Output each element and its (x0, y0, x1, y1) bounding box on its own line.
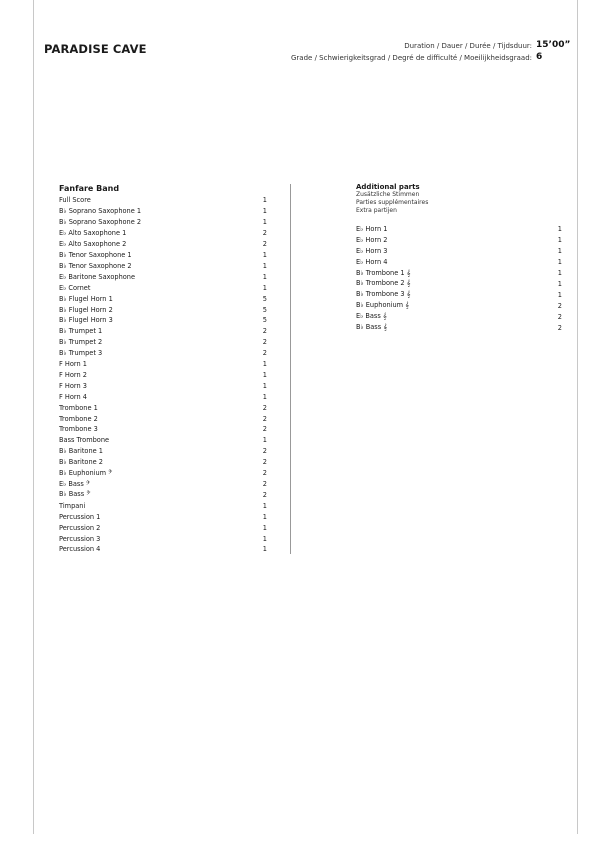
part-row (59, 206, 267, 217)
page-title: PARADISE CAVE (44, 42, 147, 56)
part-name: B♭ Tenor Saxophone 1 (59, 250, 132, 259)
part-row (59, 544, 267, 555)
page-border-right (577, 0, 578, 834)
part-row (356, 279, 562, 290)
part-name: B♭ Trombone 2 𝄞 (356, 279, 411, 288)
part-quantity: 2 (557, 301, 562, 310)
column-divider (290, 184, 291, 554)
part-name: Trombone 2 (59, 414, 98, 423)
part-quantity: 1 (557, 269, 562, 278)
part-row (59, 479, 267, 490)
part-name: E♭ Horn 2 (356, 236, 388, 245)
part-quantity: 1 (262, 207, 267, 216)
part-row (356, 224, 562, 235)
part-row (59, 260, 267, 271)
part-quantity: 1 (557, 236, 562, 245)
part-row (59, 468, 267, 479)
part-name: Trombone 1 (59, 403, 98, 412)
part-row (356, 311, 562, 322)
part-name: Percussion 1 (59, 512, 101, 521)
additional-parts-list (356, 224, 562, 333)
part-quantity: 1 (262, 196, 267, 205)
fanfare-parts-list (59, 195, 267, 555)
part-quantity: 2 (557, 323, 562, 332)
part-quantity: 5 (262, 294, 267, 303)
part-quantity: 2 (262, 349, 267, 358)
part-row (59, 228, 267, 239)
part-quantity: 2 (262, 469, 267, 478)
part-name: B♭ Trombone 1 𝄞 (356, 268, 411, 277)
part-row (59, 500, 267, 511)
part-quantity: 1 (262, 392, 267, 401)
part-quantity: 1 (557, 290, 562, 299)
part-name: B♭ Trumpet 1 (59, 327, 103, 336)
part-quantity: 1 (262, 261, 267, 270)
part-name: B♭ Bass 𝄢 (59, 490, 91, 499)
part-quantity: 1 (262, 218, 267, 227)
part-quantity: 5 (262, 316, 267, 325)
part-name: Percussion 4 (59, 545, 101, 554)
part-name: B♭ Bass 𝄞 (356, 323, 388, 332)
duration-label: Duration / Dauer / Durée / Tijdsduur: (404, 42, 532, 50)
part-row (59, 304, 267, 315)
part-row (59, 217, 267, 228)
grade-row (266, 52, 566, 64)
part-row (59, 293, 267, 304)
part-row (356, 289, 562, 300)
score-metadata (266, 40, 571, 64)
part-name: B♭ Flugel Horn 1 (59, 294, 113, 303)
part-row (59, 315, 267, 326)
part-quantity: 1 (262, 250, 267, 259)
part-quantity: 1 (557, 247, 562, 256)
page-border-left (33, 0, 34, 834)
part-row (59, 489, 267, 500)
subtitle-french: Parties supplémentaires (356, 199, 429, 206)
part-name: E♭ Bass 𝄢 (59, 479, 91, 488)
part-row (59, 402, 267, 413)
part-quantity: 2 (262, 490, 267, 499)
part-row (59, 195, 267, 206)
part-name: E♭ Horn 1 (356, 225, 388, 234)
part-name: B♭ Soprano Saxophone 1 (59, 207, 142, 216)
part-quantity: 2 (262, 480, 267, 489)
part-row (59, 271, 267, 282)
part-quantity: 2 (262, 229, 267, 238)
part-name: E♭ Baritone Saxophone (59, 272, 136, 281)
part-name: B♭ Euphonium 𝄞 (356, 301, 410, 310)
part-name: Trombone 3 (59, 425, 98, 434)
part-name: B♭ Trumpet 3 (59, 349, 103, 358)
part-row (356, 322, 562, 333)
part-quantity: 1 (262, 360, 267, 369)
part-row (59, 370, 267, 381)
part-quantity: 1 (262, 501, 267, 510)
part-row (59, 348, 267, 359)
grade-value: 6 (536, 52, 543, 62)
part-quantity: 1 (557, 258, 562, 267)
part-name: Percussion 2 (59, 523, 101, 532)
part-row (356, 300, 562, 311)
part-name: F Horn 1 (59, 360, 87, 369)
part-name: B♭ Euphonium 𝄢 (59, 468, 113, 477)
part-name: Percussion 3 (59, 534, 101, 543)
duration-value: 15’00” (536, 40, 571, 50)
duration-row (266, 40, 571, 52)
part-name: E♭ Alto Saxophone 2 (59, 240, 127, 249)
part-quantity: 1 (262, 523, 267, 532)
part-quantity: 2 (262, 240, 267, 249)
part-name: B♭ Baritone 2 (59, 458, 103, 467)
fanfare-band-section (59, 183, 267, 555)
part-row (59, 337, 267, 348)
part-name: F Horn 2 (59, 370, 87, 379)
subtitle-german: Zusätzliche Stimmen (356, 191, 420, 198)
part-row (59, 511, 267, 522)
part-row (59, 522, 267, 533)
part-quantity: 2 (262, 403, 267, 412)
part-quantity: 1 (262, 534, 267, 543)
part-quantity: 1 (262, 381, 267, 390)
part-name: B♭ Soprano Saxophone 2 (59, 218, 142, 227)
additional-parts-section (356, 183, 562, 333)
part-quantity: 2 (262, 447, 267, 456)
part-quantity: 2 (262, 414, 267, 423)
part-row (356, 257, 562, 268)
part-name: Timpani (59, 501, 86, 510)
part-row (59, 457, 267, 468)
part-row (59, 446, 267, 457)
part-name: B♭ Flugel Horn 3 (59, 316, 113, 325)
part-quantity: 1 (262, 272, 267, 281)
part-row (59, 239, 267, 250)
part-name: Bass Trombone (59, 436, 110, 445)
part-quantity: 2 (262, 327, 267, 336)
part-row (59, 326, 267, 337)
part-row (59, 250, 267, 261)
part-name: B♭ Trumpet 2 (59, 338, 103, 347)
part-name: E♭ Bass 𝄞 (356, 312, 387, 321)
part-quantity: 2 (262, 458, 267, 467)
part-row (59, 424, 267, 435)
fanfare-band-heading: Fanfare Band (59, 184, 120, 193)
part-name: E♭ Cornet (59, 283, 91, 292)
part-name: E♭ Alto Saxophone 1 (59, 229, 127, 238)
part-row (59, 435, 267, 446)
part-row (356, 246, 562, 257)
part-name: F Horn 4 (59, 392, 87, 401)
part-quantity: 2 (262, 338, 267, 347)
part-name: E♭ Horn 4 (356, 258, 388, 267)
additional-parts-subtitles (356, 191, 562, 224)
part-name: F Horn 3 (59, 381, 87, 390)
part-quantity: 1 (262, 512, 267, 521)
part-name: E♭ Horn 3 (356, 247, 388, 256)
part-row (59, 282, 267, 293)
part-quantity: 1 (262, 283, 267, 292)
part-name: B♭ Baritone 1 (59, 447, 103, 456)
additional-parts-heading: Additional parts (356, 183, 420, 191)
part-quantity: 1 (262, 436, 267, 445)
part-row (59, 380, 267, 391)
part-name: B♭ Trombone 3 𝄞 (356, 290, 411, 299)
part-quantity: 1 (262, 370, 267, 379)
part-name: B♭ Tenor Saxophone 2 (59, 261, 132, 270)
part-row (59, 359, 267, 370)
part-row (59, 391, 267, 402)
subtitle-dutch: Extra partijen (356, 207, 397, 214)
part-name: B♭ Flugel Horn 2 (59, 305, 113, 314)
part-row (356, 235, 562, 246)
part-quantity: 1 (557, 279, 562, 288)
part-row (356, 268, 562, 279)
part-row (59, 533, 267, 544)
part-row (59, 413, 267, 424)
grade-label: Grade / Schwierigkeitsgrad / Degré de difficulté / Moeilijkheidsgraad: (291, 54, 532, 62)
part-quantity: 2 (262, 425, 267, 434)
part-quantity: 2 (557, 312, 562, 321)
part-quantity: 1 (557, 225, 562, 234)
part-quantity: 5 (262, 305, 267, 314)
part-name: Full Score (59, 196, 91, 205)
part-quantity: 1 (262, 545, 267, 554)
